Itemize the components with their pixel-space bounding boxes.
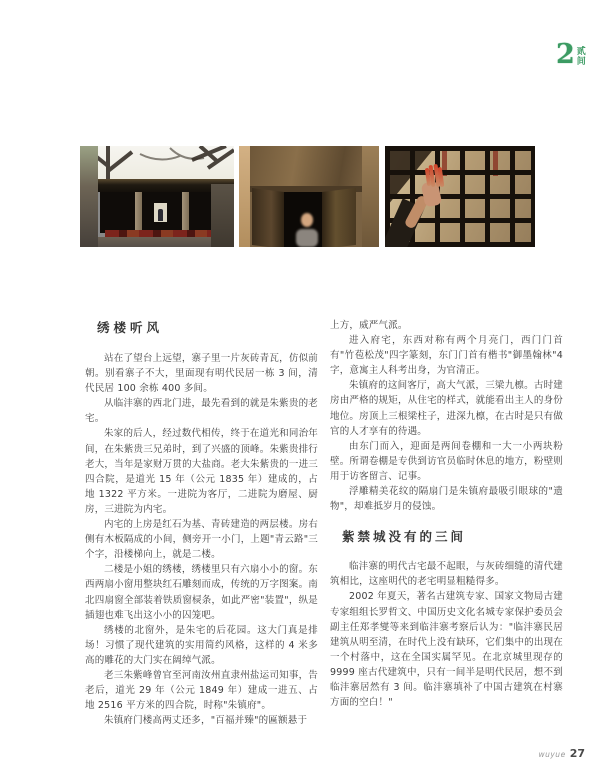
continuation-line: 上方，威严气派。 (330, 320, 408, 331)
right-wall (211, 184, 234, 247)
section-heading-xiulou: 绣楼听风 (97, 320, 164, 335)
paragraph: 绣楼的北窗外，是朱宅的后花园。这大门真是排场！习惯了现代建筑的实用简约风格，这样的 4 米多高的雕花的大门实在阔绰气派。 (85, 624, 318, 666)
paragraph: 朱家的后人，经过数代相传，终于在道光和同治年间，在朱紫贵三兄弟时，到了兴盛的顶峰。朱紫贵排行老大，当年是家财万贯的大盐商。老大朱紫贵的一进三四合院，是道光 15 年（公元 1835 年）建成的，占地 1322 平方米。一进院为客厅，二进院为磨屋、厨房，三进院为内宅。 (85, 428, 318, 515)
red-decorations (105, 230, 222, 237)
carved-lintel-panel (250, 146, 379, 188)
person-figure (158, 209, 163, 221)
photo-courtyard-gate (80, 146, 234, 247)
blurred-face (301, 213, 313, 227)
paragraph: 临沣寨的明代古宅最不起眼，与灰砖细缝的清代建筑相比，这座明代的老宅明显粗糙得多。 (330, 561, 563, 588)
paragraph: 站在了望台上远望，寨子里一片灰砖青瓦，仿似前朝。别看寨子不大，里面现有明代民居一栋 3 间，清代民居 100 余栋 400 多间。 (85, 353, 318, 395)
left-wall-strip (239, 146, 250, 247)
page-number: 27 (569, 747, 585, 760)
magazine-name: wuyue (538, 750, 566, 759)
paragraph: 朱镇府的这间客厅，高大气派，三梁九檩。古时建房由严格的规矩，从住宅的样式，就能看出主人的身份地位。房顶上三根梁柱子，进深九檩，在古时是只有做官的人才享有的待遇。 (330, 380, 563, 437)
article-left-column (85, 318, 318, 728)
photo-carved-door (239, 146, 379, 247)
paragraph: 进入府宅，东西对称有两个月亮门，西门门首有"竹苞松茂"四字篆刻，东门门首有楷书"御墨翰林"4 字，意寓主人科考出身，为官清正。 (330, 335, 563, 377)
paragraph: 老三朱紫峰曾官至河南汝州直隶州盐运司知事，告老后，道光 29 年（公元 1849 年）建成一进五、占地 2516 平方米的四合院，时称"朱镇府"。 (85, 669, 318, 712)
door-leaf-right (322, 188, 356, 247)
paragraph: 2002 年夏天，著名古建筑专家、国家文物局古建专家组组长罗哲文、中国历史文化名城专家保护委员会副主任郑孝燮等来到临沣寨考察后认为："临沣寨民居建筑从明至清，在时代上没有缺环，它们集中的出现在一个村落中，这在全国实属罕见。在北京城里现存的 9999 座古代建筑中，只有一间半是明代民居，想不到临沣寨居然有 3 间。临沣寨填补了中国古建筑在村寨方面的空白！" (330, 591, 563, 709)
paragraph: 从临沣寨的西北门进，最先看到的就是朱紫贵的老宅。 (85, 398, 318, 425)
paragraph: 浮雕精美花纹的隔扇门是朱镇府最吸引眼球的"遗物"，却难抵岁月的侵蚀。 (330, 486, 563, 513)
paragraph: 二楼是小姐的绣楼，绣楼里只有六扇小小的窗。东西两扇小窗用整块红石雕刻而成，传统的万字图案。南北四扇窗全部装着铁质窗棂条，如此严密"装置"，纵是插翅也难飞出这小小的囚笼吧。 (85, 564, 318, 621)
door-leaf-left (252, 188, 284, 247)
paragraph: 由东门而入，迎面是两间卷棚和一大一小两块粉壁。所谓卷棚是专供到访官员临时休息的地方，粉壁则用于访客留言、记事。 (330, 440, 563, 482)
logo-char-top: 贰 (576, 47, 586, 57)
blurred-figure (296, 229, 318, 247)
paragraph: 内宅的上房是红石为基、青砖建造的两层楼。房右侧有木板隔成的小间，侧旁开一小门，上题"青云路"三个字，沿楼梯向上，就是二楼。 (85, 519, 318, 561)
logo-characters (577, 47, 586, 67)
masthead-logo (556, 41, 592, 75)
photo-barred-window (385, 146, 535, 247)
right-wall-strip (362, 146, 379, 247)
left-tree-wall (80, 146, 98, 247)
page-footer (538, 747, 585, 760)
article-right-column (330, 318, 563, 710)
logo-number-2: 2 (556, 39, 575, 70)
lit-doorway (154, 203, 167, 222)
logo-char-bottom: 间 (576, 57, 586, 67)
section-heading-zijincheng: 紫禁城没有的三间 (342, 529, 467, 545)
paragraph: 朱镇府门楼高两丈还多，"百福并臻"的匾额悬于 (104, 715, 308, 727)
